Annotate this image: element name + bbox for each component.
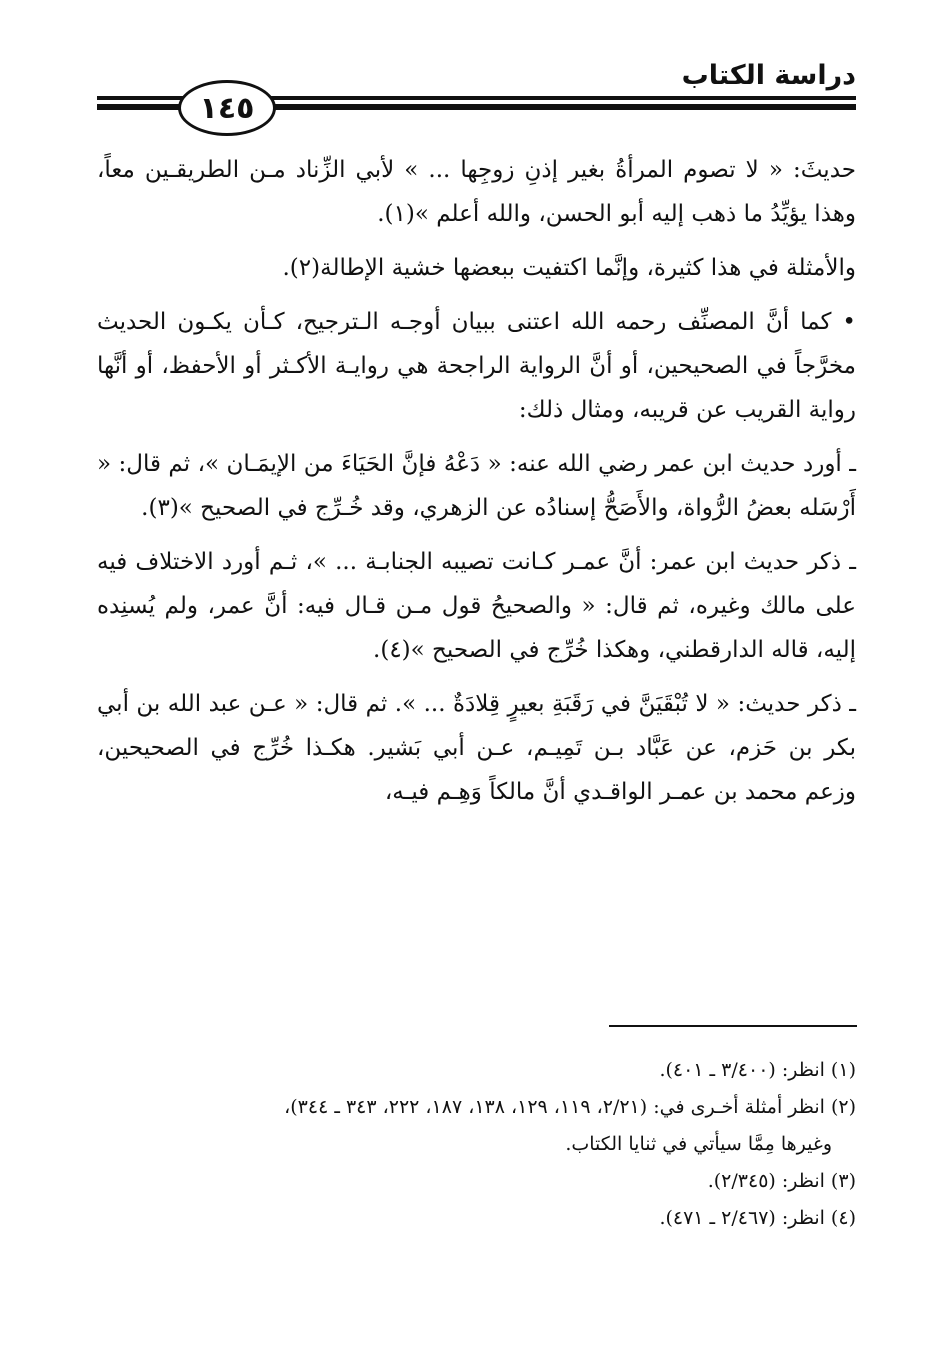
running-head: دراسة الكتاب: [681, 60, 856, 91]
page-number: ١٤٥: [199, 90, 255, 126]
paragraph: ـ أورد حديث ابن عمر رضي الله عنه: « دَعْهُ فإنَّ الحَيَاءَ من الإيمَـان »، ثم قال: « أَرْسَله بعضُ الرُّواة، والأَصَحُّ إسنادُه عن الزهري، وقد خُـرِّج في الصحيح »(٣).: [97, 451, 856, 521]
footnote-separator: [609, 1025, 857, 1027]
footnotes: [97, 1052, 856, 1237]
footnote: (٣) انظر: (٢/٣٤٥).: [707, 1170, 856, 1192]
footnote: (٤) انظر: (٢/٤٦٧ ـ ٤٧١).: [659, 1207, 856, 1229]
paragraph: ـ ذكر حديث ابن عمر: أنَّ عمـر كـانت تصيبه الجنابـة ... »، ثـم أورد الاختلاف فيه على مالك وغيره، ثم قال: « والصحيحُ قول مـن قـال فيه: أنَّ عمر، ولم يُسنِده إليه، قاله الدارقطني، وهكذا خُرِّج في الصحيح »(٤).: [97, 549, 856, 663]
footnote-continuation: وغيرها مِمَّا سيأتي في ثنايا الكتاب.: [565, 1133, 832, 1155]
footnote: (١) انظر: (٣/٤٠٠ ـ ٤٠١).: [659, 1059, 856, 1081]
paragraph: ـ ذكر حديث: « لا تُبْقَيَنَّ في رَقَبَةِ بعيرٍ قِلادَةٌ ... ». ثم قال: « عـن عبد الله بن أبي بكر بن حَزم، عن عَبَّاد بـن تَمِيـم، عـن أبي بَشير. هكـذا خُرِّج في الصحيحين، وزعم محمد بن عمـر الواقـدي أنَّ مالكاً وَهِـم فيـه،: [97, 691, 856, 805]
body-text: [97, 148, 856, 814]
paragraph: حديثَ: « لا تصوم المرأةُ بغير إذنِ زوجِها ... » لأبي الزِّناد مـن الطريقـين معاً، وهذا يؤيِّدُ ما ذهب إليه أبو الحسن، والله أعلم »(١).: [97, 157, 856, 227]
footnote: (٢) انظر أمثلة أخـرى في: (٢/٢١، ١١٩، ١٢٩، ١٣٨، ١٨٧، ٢٢٢، ٣٤٣ ـ ٣٤٤)،: [284, 1096, 856, 1118]
paragraph: والأمثلة في هذا كثيرة، وإنَّما اكتفيت ببعضها خشية الإطالة(٢).: [282, 255, 856, 281]
page-number-frame: [178, 80, 276, 136]
paragraph: • كما أنَّ المصنِّف رحمه الله اعتنى ببيان أوجـه الـترجيح، كـأن يكـون الحديث مخرَّجاً في الصحيحين، أو أنَّ الرواية الراجحة هي روايـة الأكـثر أو الأحفظ، أو أنَّها رواية القريب عن قريبه، ومثال ذلك:: [97, 309, 856, 423]
